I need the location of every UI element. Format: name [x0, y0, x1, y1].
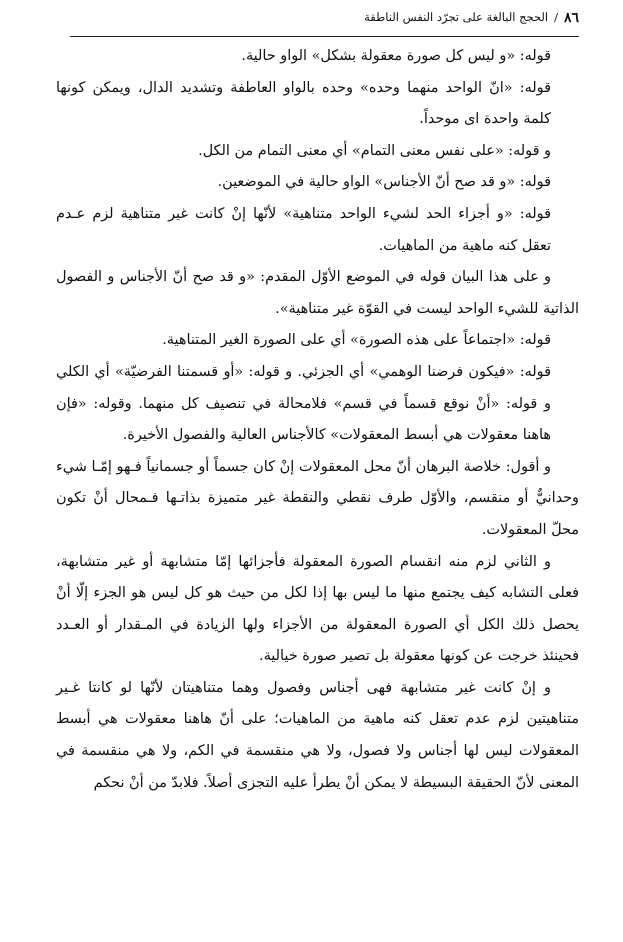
header-separator: /: [554, 10, 558, 24]
page-number: ٨٦: [563, 10, 579, 26]
paragraph-4: قوله: «و قد صح أنّ الأجناس» الواو حالية في الموضعين.: [217, 174, 551, 191]
paragraph-10: و الثاني لزم منه انقسام الصورة المعقولة فأجزائها إمّا متشابهة أو غير متشابهة، فعلى التشابه كيف يجتمع منها ما ليس بها إذا لكل من حيث هو كل ليس هو الجزء إلّا أنْ يحصل ذلك الكل أي الصورة المعقولة من الأجزاء ولها الزيادة في المـقدار أو العـدد فحينئذ خرجت عن كونها معقولة بل تصير صورة خيالية.: [56, 553, 579, 665]
paragraph-8: قوله: «فيكون فرضنا الوهمي» أي الجزئي. و قوله: «أو قسمتنا الفرضيّة» أي الكلي و قوله: «أنْ نوقع قسماً في قسم» فلامحالة في تنصيف كل منهما. وقوله: «فإن هاهنا معقولات هي أبسط المعقولات» كالأجناس العالية والفصول الأخيرة.: [56, 363, 551, 444]
paragraph-2: قوله: «انّ الواحد منهما وحده» وحده بالواو العاطفة وتشديد الدال، ويمكن كونها كلمة واحدة اى موحداً.: [56, 79, 551, 128]
paragraph-6: و على هذا البيان قوله في الموضع الأوّل المقدم: «و قد صح أنّ الأجناس و الفصول الذاتية للشيء الواحد ليست في القوّة غير متناهية».: [56, 269, 579, 317]
paragraph-7: قوله: «اجتماعاً على هذه الصورة» أي على الصورة الغير المتناهية.: [162, 332, 551, 349]
paragraph-11: و إنْ كانت غير متشابهة فهى أجناس وفصول وهما متناهيتان لأنّها لو كانتا غـير متناهيتين لزم عدم تعقل كنه ماهية من الماهيات؛ على أنّ هاهنا معقولات هي أبسط المعقولات ليس لها أجناس ولا فصول، ولا هي منقسمة في الكم، ولا هي منقسمة في المعنى لأنّ الحقيقة البسيطة لا يمكن أنْ يطرأ عليه التجزى أصلاً. فلابدّ من أنْ نحكم: [56, 679, 579, 791]
paragraph-3: و قوله: «على نفس معنى التمام» أي معنى التمام من الكل.: [198, 142, 551, 159]
running-header: [70, 10, 579, 37]
paragraph-5: قوله: «و أجزاء الحد لشيء الواحد متناهية» لأنّها إنْ كانت غير متناهية لزم عـدم تعقل كنه ماهية من الماهيات.: [56, 205, 551, 254]
paragraph-1: قوله: «و ليس كل صورة معقولة بشكل» الواو حالية.: [241, 48, 551, 64]
running-title: الحجج البالغة على تجرّد النفس الناطقة: [364, 10, 549, 24]
paragraph-9: و أقول: خلاصة البرهان أنّ محل المعقولات إنْ كان جسماً أو جسمانياً فـهو إمّـا شيء وحدانيٌّ أو منقسم، والأوّل طرف نقطي والنقطة غير متميزة بذاتـها فـمحال أنْ تكون محلّ المعقولات.: [56, 458, 579, 538]
page-body: [56, 41, 579, 799]
